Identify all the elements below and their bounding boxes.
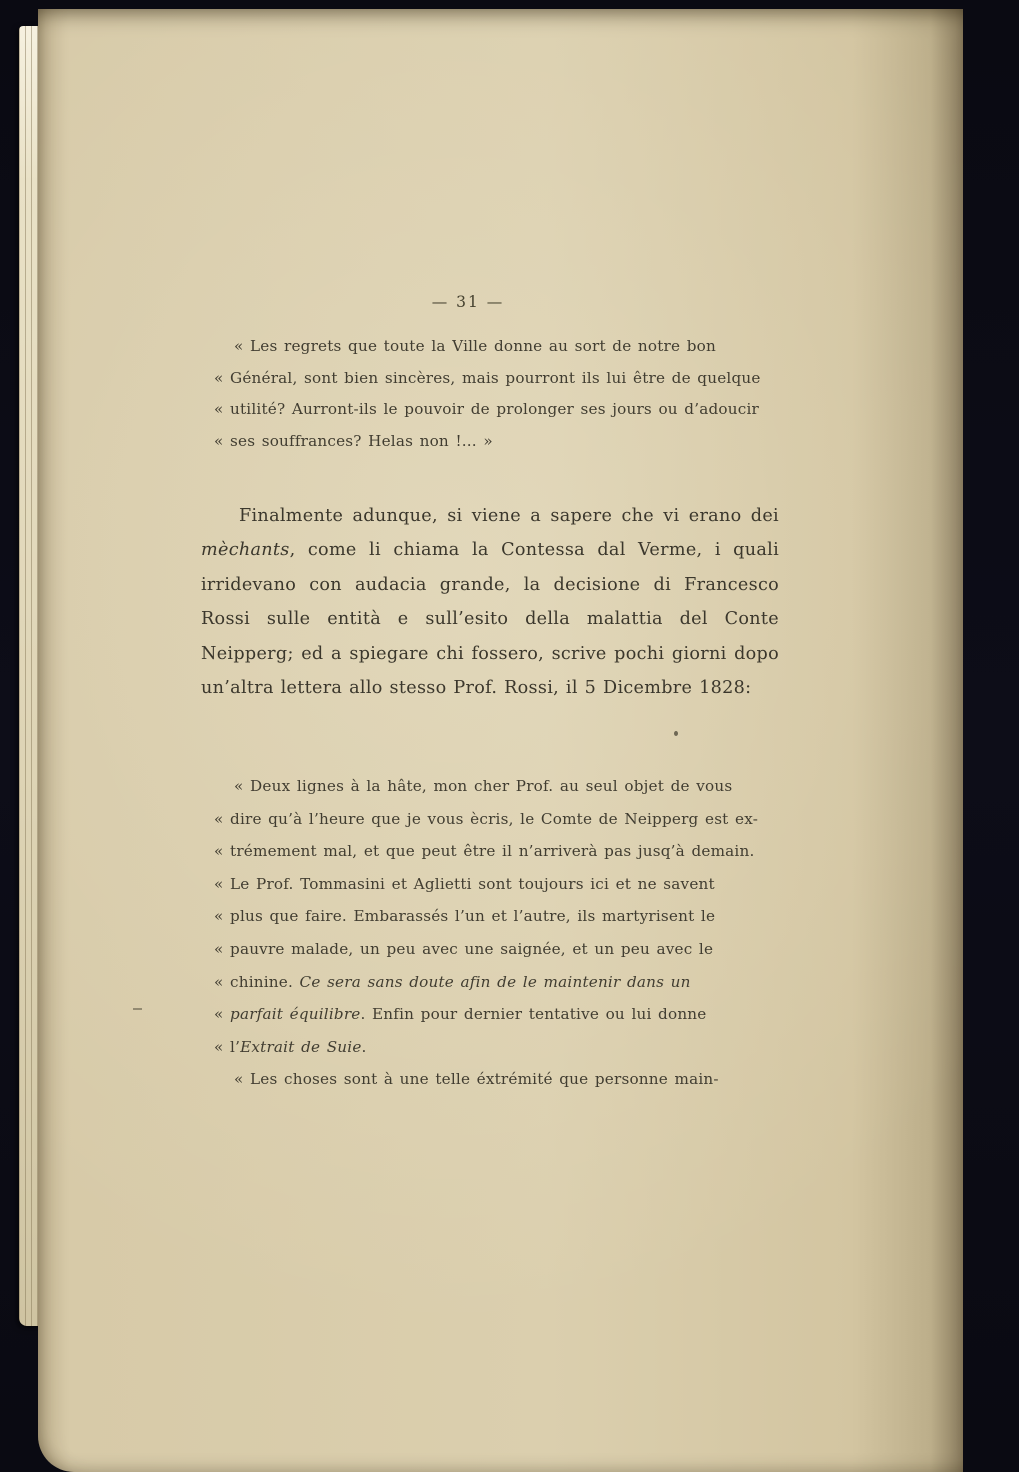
text-segment: « dire qu’à l’heure que je vous ècris, le Comte de Neipperg est ex- xyxy=(214,809,759,828)
text-line xyxy=(214,770,776,803)
ink-dot-artifact xyxy=(674,731,678,736)
text-segment: « Le Prof. Tommasini et Aglietti sont toujours ici et ne savent xyxy=(214,874,715,893)
italic-text-segment: mèchants xyxy=(201,540,290,561)
text-line xyxy=(214,835,776,868)
text-line xyxy=(214,394,776,426)
italic-text-segment: Ce sera sans doute afin de le maintenir dans un xyxy=(299,972,691,991)
text-segment: Finalmente adunque, si viene a sapere che vi erano dei xyxy=(239,506,779,526)
page-number: — 31 — xyxy=(431,293,505,311)
text-segment: « xyxy=(214,1005,231,1024)
text-segment: « l’ xyxy=(214,1037,241,1056)
text-segment: « Général, sont bien sincères, mais pourront ils lui être de quelque xyxy=(214,368,761,387)
text-segment: « Les regrets que toute la Ville donne au sort de notre bon xyxy=(234,337,716,355)
text-line xyxy=(214,331,776,363)
italian-paragraph xyxy=(201,499,779,705)
text-segment: « Deux lignes à la hâte, mon cher Prof. au seul objet de vous xyxy=(234,777,733,795)
french-quote-block-2 xyxy=(214,770,776,1096)
book-page xyxy=(38,9,963,1472)
text-segment: « pauvre malade, un peu avec une saignée, et un peu avec le xyxy=(214,939,714,958)
text-line xyxy=(214,868,776,901)
text-segment: « Les choses sont à une telle éxtrémité que personne main- xyxy=(234,1070,719,1089)
text-line xyxy=(214,1063,776,1096)
margin-mark-artifact xyxy=(133,1008,142,1010)
text-line xyxy=(214,933,776,966)
text-line xyxy=(214,900,776,933)
text-segment: . Enfin pour dernier tentative ou lui donne xyxy=(360,1005,707,1024)
text-segment: « ses souffrances? Helas non !... » xyxy=(214,431,493,450)
text-segment: , come li chiama la Contessa dal Verme, i quali irridevano con audacia grande, la decisione di Francesco Rossi sulle entità e sull’esito della malattia del Conte Neipperg; ed a spiegare chi fossero, scrive pochi giorni dopo un’altra lettera allo stesso Prof. Rossi, il 5 Dicembre 1828: xyxy=(201,540,779,699)
text-line xyxy=(214,998,776,1031)
text-segment: « chinine. xyxy=(214,972,300,991)
french-quote-block-1 xyxy=(214,331,776,457)
text-segment: « trémement mal, et que peut être il n’arriverà pas jusq’à demain. xyxy=(214,842,755,861)
text-line xyxy=(214,1031,776,1064)
text-line xyxy=(214,803,776,836)
text-segment: « utilité? Aurront-ils le pouvoir de prolonger ses jours ou d’adoucir xyxy=(214,400,759,419)
text-segment: « plus que faire. Embarassés l’un et l’autre, ils martyrisent le xyxy=(214,907,716,926)
italic-text-segment: parfait équilibre xyxy=(230,1005,361,1024)
italic-text-segment: Extrait de Suie xyxy=(240,1037,362,1056)
text-line xyxy=(214,966,776,999)
text-line xyxy=(214,363,776,395)
text-line xyxy=(214,426,776,458)
text-segment: . xyxy=(361,1037,367,1056)
